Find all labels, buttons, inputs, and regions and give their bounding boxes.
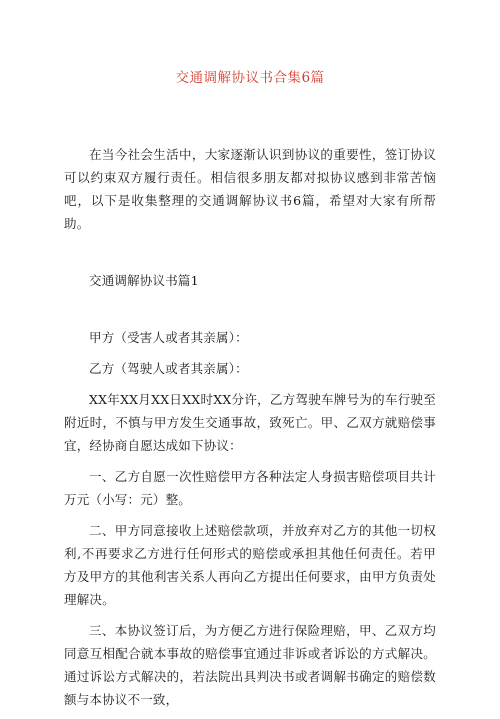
- section-heading: 交通调解协议书篇1: [89, 273, 199, 288]
- clause-2: 二、甲方同意接收上述赔偿款项，并放弃对乙方的其他一切权利,不再要求乙方进行任何形式的赔偿或承担其他任何责任。若甲方及甲方的其他利害关系人再向乙方提出任何要求，由甲方负责处理解决。: [64, 523, 436, 607]
- facts-paragraph: XX年XX月XX日XX时XX分许，乙方驾驶车牌号为的车行驶至附近时，不慎与甲方发生交通事故，致死亡。甲、乙双方就赔偿事宜，经协商自愿达成如下协议：: [64, 392, 436, 453]
- document-body: [64, 143, 436, 719]
- party-b-line: 乙方（驾驶人或者其亲属）：: [89, 361, 248, 376]
- clause-3: 三、本协议签订后，为方便乙方进行保险理赔，甲、乙双方均同意互相配合就本事故的赔偿事宜通过非诉或者诉讼的方式解决。通过诉讼方式解决的，若法院出具判决书或者调解书确定的赔偿数额与本协议不一致，: [64, 623, 436, 707]
- document-title: 交通调解协议书合集6篇: [175, 70, 325, 86]
- intro-paragraph: 在当今社会生活中，大家逐渐认识到协议的重要性，签订协议可以约束双方履行责任。相信很多朋友都对拟协议感到非常苦恼吧，以下是收集整理的交通调解协议书6篇，希望对大家有所帮助。: [64, 147, 436, 231]
- party-a-line: 甲方（受害人或者其亲属）：: [89, 330, 248, 345]
- clause-1: 一、乙方自愿一次性赔偿甲方各种法定人身损害赔偿项目共计万元（小写：元）整。: [64, 469, 436, 507]
